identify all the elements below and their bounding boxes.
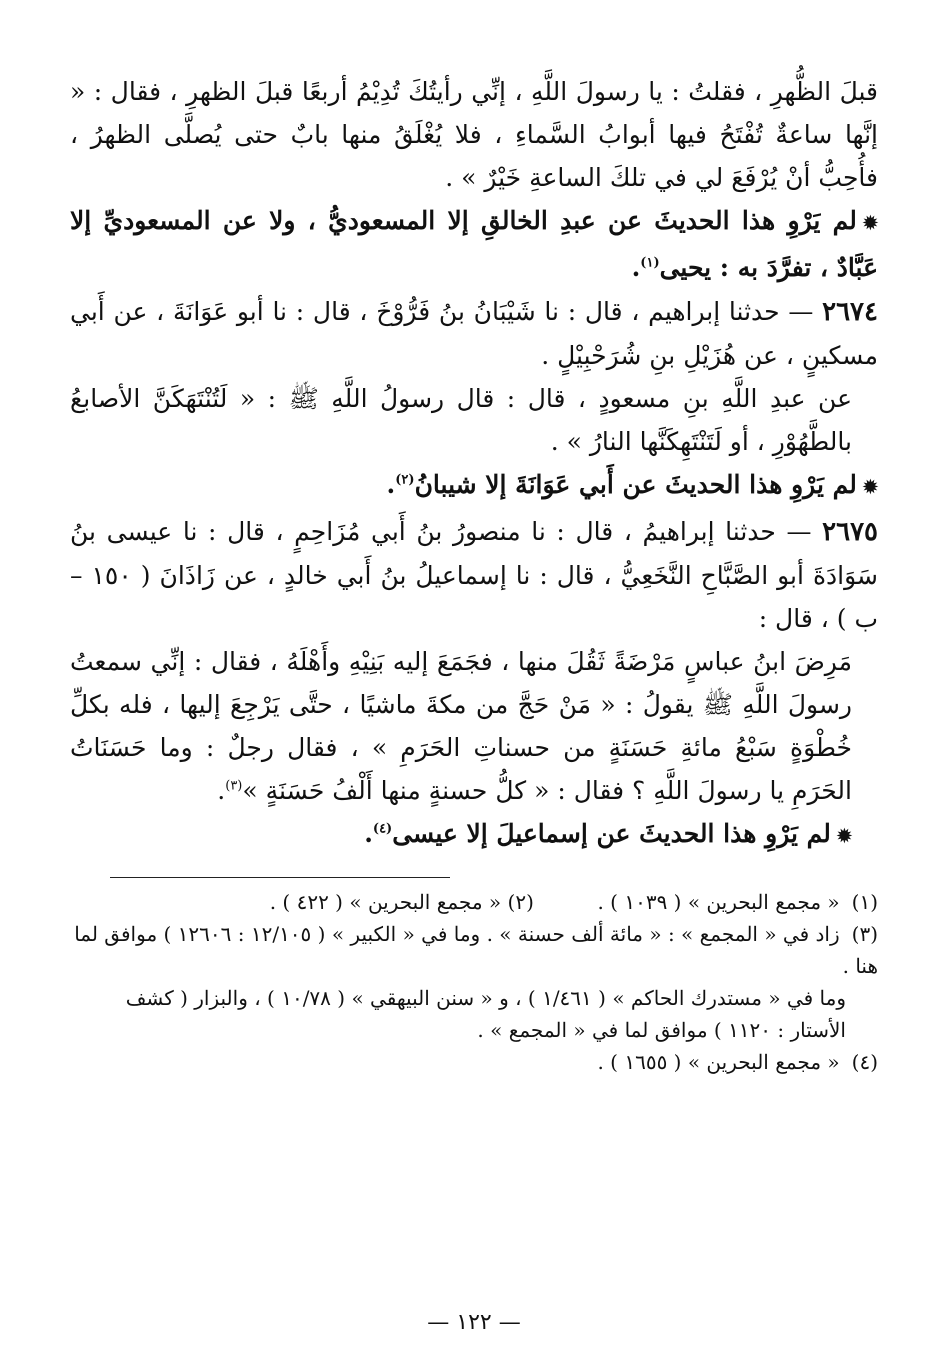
hadith-2674-text: عن عبدِ اللَّهِ بنِ مسعودٍ ، قال : قال رسولُ اللَّهِ ﷺ : « لَتُنْتَهَكَنَّ الأصابعُ بالطَّهُوْرِ ، أو لَتَنْتَهِكَنَّها النارُ » . <box>70 384 852 456</box>
star-icon: ✹ <box>862 213 878 234</box>
narrator-note-3: ✹لم يَرْوِ هذا الحديثَ عن إسماعيلَ إلا عيسى$^{(٤)}$. <box>364 819 852 848</box>
narrator-note-3-text: لم يَرْوِ هذا الحديثَ عن إسماعيلَ إلا عيسى <box>392 819 831 848</box>
footnote-3-line-1: زاد في « المجمع » : « مائة ألف حسنة » . وما في « الكبير » ( ١٢/١٠٥ : ١٢٦٠٦ ) موافق لما هنا . <box>74 922 878 978</box>
page-number: — ١٢٢ — <box>427 1310 521 1335</box>
hadith-number-2674: ٢٦٧٤ <box>822 297 878 327</box>
footnote-ref-3[interactable]: (٣) <box>225 778 243 794</box>
hadith-2674-isnad <box>70 290 878 377</box>
footnote-4-text: « مجمع البحرين » ( ١٦٥٥ ) . <box>597 1050 840 1074</box>
footnote-1-number: (١) <box>851 890 878 914</box>
footnotes <box>70 886 878 1078</box>
footnote-3 <box>70 918 878 982</box>
footnote-4 <box>70 1046 878 1078</box>
main-text <box>70 70 878 859</box>
star-icon: ✹ <box>862 477 878 498</box>
narrator-note-1-text: لم يَرْوِ هذا الحديثَ عن عبدِ الخالقِ إلا المسعوديُّ ، ولا عن المسعوديِّ إلا عَبَّادٌ ، تفرَّدَ به : يحيى <box>70 206 878 282</box>
footnote-divider <box>110 877 450 878</box>
narrator-note-2: ✹لم يَرْوِ هذا الحديثَ عن أَبي عَوَانَةَ إلا شيبانُ$^{(٢)}$. <box>386 470 878 499</box>
hadith-2675-text-body: مَرِضَ ابنُ عباسٍ مَرْضَةً ثَقُلَ منها ، فجَمَعَ إليه بَنِيْهِ وأَهْلَهُ ، فقال : إنِّي سمعتُ رسولَ اللَّهِ ﷺ يقولُ : « مَنْ حَجَّ من مكةَ ماشيًا ، حتَّى يَرْجِعَ إليها ، فله بكلِّ خُطْوَةٍ سَبْعُ مائةِ حَسَنَةٍ من حسناتِ الحَرَمِ » ، فقال رجلٌ : وما حَسَنَاتُ الحَرَمِ يا رسولَ اللَّهِ ؟ فقال : « كلُّ حسنةٍ منها أَلْفُ حَسَنَةٍ » <box>70 647 852 805</box>
hadith-2675-text: مَرِضَ ابنُ عباسٍ مَرْضَةً ثَقُلَ منها ، فجَمَعَ إليه بَنِيْهِ وأَهْلَهُ ، فقال : إنِّي سمعتُ رسولَ اللَّهِ ﷺ يقولُ : « مَنْ حَجَّ من مكةَ ماشيًا ، حتَّى يَرْجِعَ إليها ، فله بكلِّ خُطْوَةٍ سَبْعُ مائةِ حَسَنَةٍ من حسناتِ الحَرَمِ » ، فقال رجلٌ : وما حَسَنَاتُ الحَرَمِ يا رسولَ اللَّهِ ؟ فقال : « كلُّ حسنةٍ منها أَلْفُ حَسَنَةٍ »$^{(٣)}$. <box>70 647 852 805</box>
narrator-note-2-text: لم يَرْوِ هذا الحديثَ عن أَبي عَوَانَةَ إلا شيبانُ <box>414 470 857 499</box>
narrator-note-1: ✹لم يَرْوِ هذا الحديثَ عن عبدِ الخالقِ إلا المسعوديُّ ، ولا عن المسعوديِّ إلا عَبَّادٌ ، تفرَّدَ به : يحيى$^{(١)}$. <box>70 206 878 282</box>
hadith-2674-isnad-text: — حدثنا إبراهيم ، قال : نا شَيْبَانُ بنُ فَرُّوْخَ ، قال : نا أبو عَوَانَةَ ، عن أَبي مسكينٍ ، عن هُزَيْلِ بنِ شُرَحْبِيْلٍ . <box>70 297 878 370</box>
hadith-number-2675: ٢٦٧٥ <box>822 517 878 547</box>
footnote-4-number: (٤) <box>851 1050 878 1074</box>
footnote-1-2 <box>70 886 878 918</box>
paragraph-continuation: قبلَ الظُّهرِ ، فقلتُ : يا رسولَ اللَّهِ ، إنِّي رأيتُكَ تُدِيْمُ أربعًا قبلَ الظهرِ ، فقال : « إنَّها ساعةٌ تُفْتَحُ فيها أبوابُ السَّماءِ ، فلا يُغْلَقُ منها بابٌ حتى يُصلَّى الظهرُ ، فأُحِبُّ أنْ يُرْفَعَ لي في تلكَ الساعةِ خَيْرٌ » . <box>70 77 878 192</box>
footnote-3-line-2: وما في « مستدرك الحاكم » ( ١/٤٦١ ) ، و « سنن البيهقي » ( ١٠/٧٨ ) ، والبزار ( كشف الأستار : ١١٢٠ ) موافق لما في « المجمع » . <box>125 986 846 1042</box>
footnote-ref-1[interactable]: (١) <box>640 255 660 271</box>
hadith-2675-isnad-text: — حدثنا إبراهيمُ ، قال : نا منصورُ بنُ أَبي مُزَاحِمٍ ، قال : نا عيسى بنُ سَوَادَةَ أبو الصَّبَّاحِ النَّخَعِيُّ ، قال : نا إسماعيلُ بنُ أَبي خالدٍ ، عن زَاذَانَ ( ١٥٠ – ب ) ، قال : <box>70 517 878 633</box>
footnote-ref-4[interactable]: (٤) <box>372 821 393 837</box>
star-icon: ✹ <box>836 826 852 847</box>
footnote-ref-2[interactable]: (٢) <box>395 472 415 488</box>
hadith-2675-isnad <box>70 510 878 640</box>
footnote-1-text: « مجمع البحرين » ( ١٠٣٩ ) . <box>597 890 840 914</box>
footnote-3-number: (٣) <box>851 922 878 946</box>
footnote-2-number: (٢) <box>507 890 534 914</box>
footnote-2-text: « مجمع البحرين » ( ٤٢٢ ) . <box>269 890 502 914</box>
